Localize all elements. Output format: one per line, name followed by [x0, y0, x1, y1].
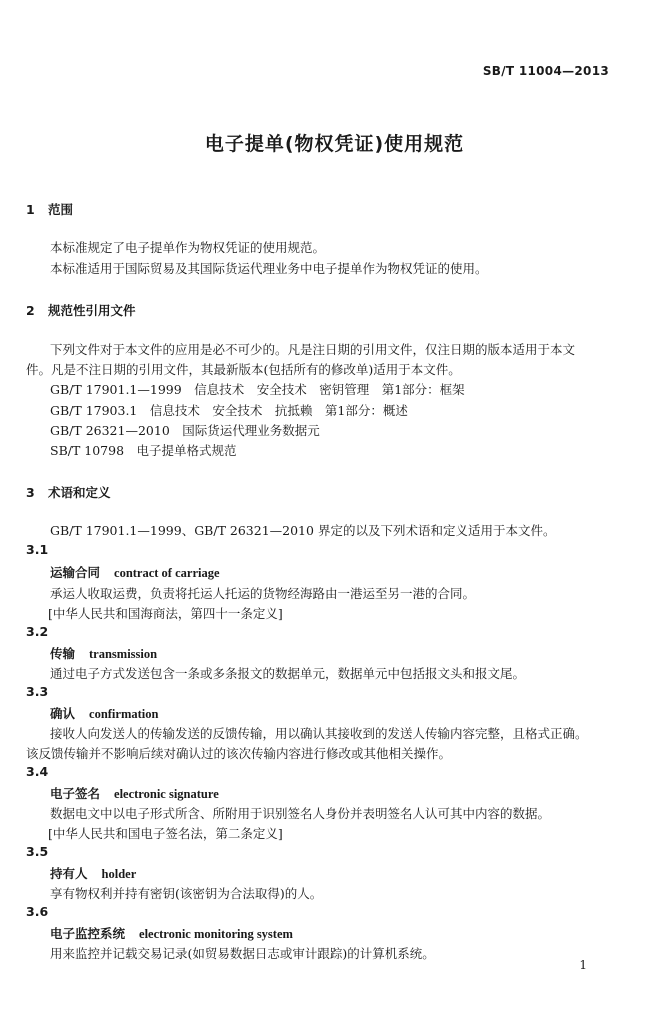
page-number: 1	[579, 958, 587, 972]
term-definition: 享有物权利并持有密钥(该密钥为合法取得)的人。	[50, 886, 323, 901]
section-1-paragraph-2: 本标准适用于国际贸易及其国际货运代理业务中电子提单作为物权凭证的使用。	[50, 261, 488, 276]
term-english: electronic signature	[114, 787, 219, 801]
term-definition: 用来监控并记载交易记录(如贸易数据日志或审计跟踪)的计算机系统。	[50, 946, 435, 961]
term-number: 3.6	[26, 904, 49, 919]
term-number: 3.4	[26, 764, 49, 779]
term-english: confirmation	[89, 707, 159, 721]
term-chinese: 电子监控系统	[50, 926, 126, 941]
section-2-intro-line-1: 下列文件对于本文件的应用是必不可少的。凡是注日期的引用文件，仅注日期的版本适用于本文	[50, 342, 576, 357]
section-1-heading	[26, 200, 73, 218]
reference-item: SB/T 10798 电子提单格式规范	[50, 443, 237, 458]
section-title: 术语和定义	[48, 485, 111, 500]
term-number: 3.3	[26, 684, 49, 699]
term-definition: 通过电子方式发送包含一条或多条报文的数据单元，数据单元中包括报文头和报文尾。	[50, 666, 526, 681]
term-heading	[50, 924, 293, 942]
term-english: transmission	[89, 647, 158, 661]
section-2-intro-line-2: 件。凡是不注日期的引用文件，其最新版本(包括所有的修改单)适用于本文件。	[26, 362, 461, 377]
term-definition: 数据电文中以电子形式所含、所附用于识别签名人身份并表明签名人认可其中内容的数据。	[50, 806, 551, 821]
reference-item: GB/T 17901.1—1999 信息技术 安全技术 密钥管理 第1部分：框架	[50, 382, 465, 397]
term-number: 3.2	[26, 624, 49, 639]
term-definition: 接收人向发送人的传输发送的反馈传输，用以确认其接收到的发送人传输内容完整，且格式正确。	[50, 726, 588, 741]
section-2-heading	[26, 301, 136, 319]
section-title: 规范性引用文件	[48, 303, 136, 318]
term-chinese: 持有人	[50, 866, 88, 881]
term-english: electronic monitoring system	[139, 927, 293, 941]
section-title: 范围	[48, 202, 74, 217]
term-heading	[50, 864, 136, 882]
term-definition-continued: 该反馈传输并不影响后续对确认过的该次传输内容进行修改或其他相关操作。	[26, 746, 452, 761]
section-3-intro: GB/T 17901.1—1999、GB/T 26321—2010 界定的以及下列术语和定义适用于本文件。	[50, 523, 556, 538]
term-chinese: 电子签名	[50, 786, 101, 801]
section-number: 1	[26, 202, 35, 217]
term-english: holder	[101, 867, 137, 881]
term-chinese: 传输	[50, 646, 76, 661]
term-heading	[50, 563, 220, 581]
term-heading	[50, 704, 158, 722]
section-number: 2	[26, 303, 35, 318]
term-heading	[50, 784, 219, 802]
term-number: 3.1	[26, 542, 49, 557]
section-3-heading	[26, 483, 111, 501]
term-chinese: 确认	[50, 706, 76, 721]
term-number: 3.5	[26, 844, 49, 859]
term-english: contract of carriage	[114, 566, 220, 580]
document-title: 电子提单(物权凭证)使用规范	[204, 133, 465, 155]
term-definition: 承运人收取运费，负责将托运人托运的货物经海路由一港运至另一港的合同。	[50, 586, 476, 601]
reference-item: GB/T 26321—2010 国际货运代理业务数据元	[50, 423, 320, 438]
term-source-note: [中华人民共和国海商法，第四十一条定义]	[48, 606, 283, 621]
reference-item: GB/T 17903.1 信息技术 安全技术 抗抵赖 第1部分：概述	[50, 403, 408, 418]
standard-code: SB/T 11004—2013	[482, 64, 609, 78]
section-number: 3	[26, 485, 35, 500]
term-heading	[50, 644, 157, 662]
term-source-note: [中华人民共和国电子签名法，第二条定义]	[48, 826, 283, 841]
section-1-paragraph-1: 本标准规定了电子提单作为物权凭证的使用规范。	[50, 240, 326, 255]
term-chinese: 运输合同	[50, 565, 101, 580]
